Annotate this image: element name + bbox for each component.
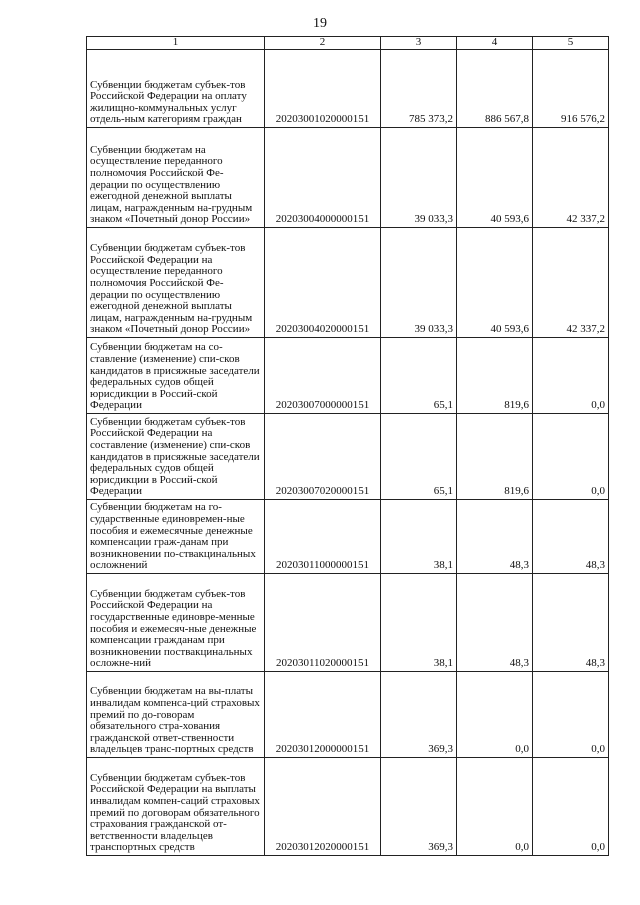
row-value-3: 39 033,3 bbox=[381, 228, 457, 338]
row-value-5: 916 576,2 bbox=[533, 50, 609, 128]
row-value-5: 0,0 bbox=[533, 338, 609, 414]
row-code: 20203012020000151 bbox=[265, 758, 381, 856]
row-value-4: 48,3 bbox=[457, 574, 533, 672]
row-value-3: 38,1 bbox=[381, 574, 457, 672]
row-value-4: 48,3 bbox=[457, 500, 533, 574]
row-value-5: 0,0 bbox=[533, 672, 609, 758]
table-header bbox=[87, 37, 609, 50]
row-name: Субвенции бюджетам на го-сударственные единовремен-ные пособия и ежемесячные денежные компенсации граж-данам при возникновении по-ствакцинальных осложнений bbox=[87, 500, 265, 574]
row-value-3: 369,3 bbox=[381, 758, 457, 856]
table-row bbox=[87, 50, 609, 128]
row-name: Субвенции бюджетам на осуществление переданного полномочия Российской Фе-дерации по осуществлению ежегодной денежной выплаты лицам, награжденным на-грудным знаком «Почетный донор России» bbox=[87, 128, 265, 228]
column-header-1: 1 bbox=[87, 37, 265, 50]
row-value-4: 40 593,6 bbox=[457, 128, 533, 228]
row-value-3: 65,1 bbox=[381, 338, 457, 414]
row-value-4: 886 567,8 bbox=[457, 50, 533, 128]
header-row bbox=[87, 37, 609, 50]
table-row bbox=[87, 500, 609, 574]
row-value-3: 369,3 bbox=[381, 672, 457, 758]
row-value-5: 48,3 bbox=[533, 500, 609, 574]
table-row bbox=[87, 338, 609, 414]
row-code: 20203001020000151 bbox=[265, 50, 381, 128]
subventions-table bbox=[86, 36, 609, 856]
table-row bbox=[87, 414, 609, 500]
row-code: 20203011000000151 bbox=[265, 500, 381, 574]
row-value-5: 48,3 bbox=[533, 574, 609, 672]
table-row bbox=[87, 128, 609, 228]
table-row bbox=[87, 228, 609, 338]
row-value-3: 39 033,3 bbox=[381, 128, 457, 228]
table-row bbox=[87, 672, 609, 758]
row-code: 20203011020000151 bbox=[265, 574, 381, 672]
row-value-4: 819,6 bbox=[457, 338, 533, 414]
row-code: 20203012000000151 bbox=[265, 672, 381, 758]
row-value-4: 40 593,6 bbox=[457, 228, 533, 338]
row-value-5: 0,0 bbox=[533, 758, 609, 856]
table-row bbox=[87, 574, 609, 672]
row-code: 20203004000000151 bbox=[265, 128, 381, 228]
row-name: Субвенции бюджетам субъек-тов Российской Федерации на выплаты инвалидам компен-саций страховых премий по договорам обязательного страхования гражданской от-ветственности владельцев транспортных средств bbox=[87, 758, 265, 856]
row-name: Субвенции бюджетам субъек-тов Российской Федерации на составление (изменение) спи-сков кандидатов в присяжные заседатели федеральных судов общей юрисдикции в Россий-ской Федерации bbox=[87, 414, 265, 500]
row-code: 20203004020000151 bbox=[265, 228, 381, 338]
column-header-5: 5 bbox=[533, 37, 609, 50]
column-header-4: 4 bbox=[457, 37, 533, 50]
row-name: Субвенции бюджетам субъек-тов Российской Федерации на осуществление переданного полномочия Российской Фе-дерации по осуществлению ежегодной денежной выплаты лицам, награжденным на-грудным знаком «Почетный донор России» bbox=[87, 228, 265, 338]
table-body bbox=[87, 50, 609, 856]
row-name: Субвенции бюджетам на вы-платы инвалидам компенса-ций страховых премий по до-говорам обязательного стра-хования гражданской ответ-ственности владельцев транс-портных средств bbox=[87, 672, 265, 758]
table-row bbox=[87, 758, 609, 856]
column-header-3: 3 bbox=[381, 37, 457, 50]
row-value-4: 0,0 bbox=[457, 672, 533, 758]
row-name: Субвенции бюджетам субъек-тов Российской Федерации на государственные единовре-менные пособия и ежемесяч-ные денежные компенсации гражданам при возникновении поствакцинальных осложне-ний bbox=[87, 574, 265, 672]
row-value-3: 65,1 bbox=[381, 414, 457, 500]
row-name: Субвенции бюджетам субъек-тов Российской Федерации на оплату жилищно-коммунальных услуг отдель-ным категориям граждан bbox=[87, 50, 265, 128]
row-name: Субвенции бюджетам на со-ставление (изменение) спи-сков кандидатов в присяжные заседатели федеральных судов общей юрисдикции в Россий-ской Федерации bbox=[87, 338, 265, 414]
row-value-5: 42 337,2 bbox=[533, 228, 609, 338]
column-header-2: 2 bbox=[265, 37, 381, 50]
row-value-5: 0,0 bbox=[533, 414, 609, 500]
row-value-5: 42 337,2 bbox=[533, 128, 609, 228]
row-code: 20203007000000151 bbox=[265, 338, 381, 414]
row-code: 20203007020000151 bbox=[265, 414, 381, 500]
page-number: 19 bbox=[313, 16, 327, 31]
row-value-3: 38,1 bbox=[381, 500, 457, 574]
row-value-4: 0,0 bbox=[457, 758, 533, 856]
row-value-4: 819,6 bbox=[457, 414, 533, 500]
row-value-3: 785 373,2 bbox=[381, 50, 457, 128]
